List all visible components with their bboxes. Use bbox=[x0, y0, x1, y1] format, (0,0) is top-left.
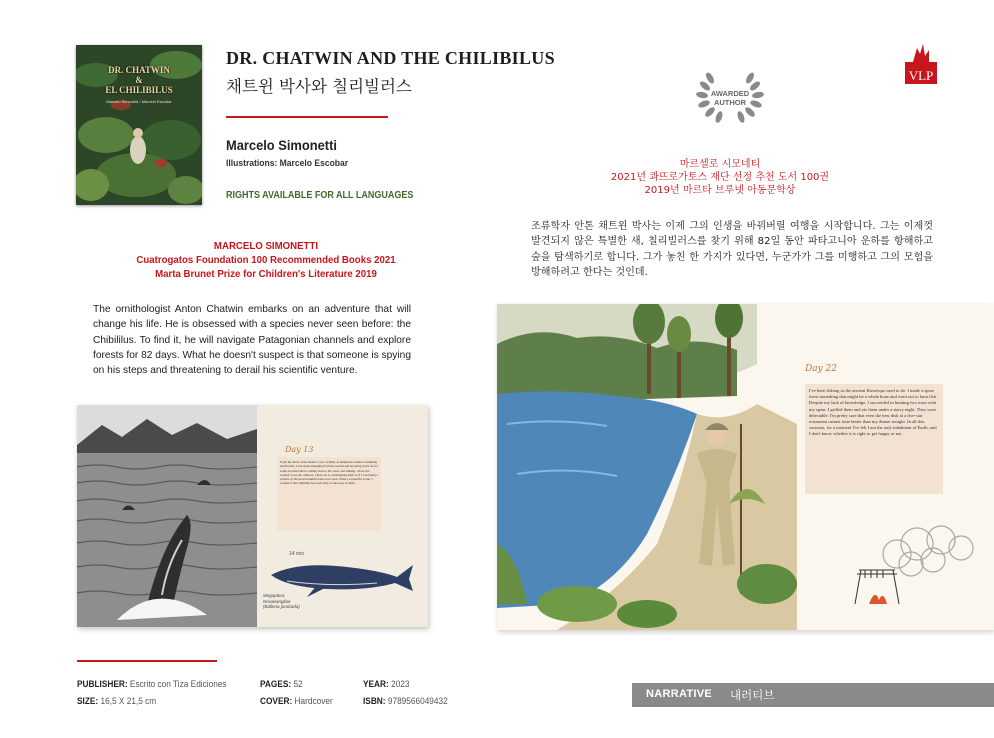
publisher-value: Escrito con Tiza Ediciones bbox=[129, 679, 227, 689]
cover-authors: Marcelo Simonetti / Marcelo Escobar bbox=[106, 99, 172, 104]
vlp-logo-icon bbox=[903, 42, 939, 86]
award-line-1-ko: 2021년 콰뜨로가토스 재단 선정 추천 도서 100권 bbox=[610, 172, 830, 183]
badge-line-2: AUTHOR bbox=[713, 98, 747, 107]
badge-line-1: AWARDED bbox=[710, 89, 750, 98]
footer-divider bbox=[77, 660, 217, 662]
publisher-logo bbox=[903, 42, 939, 86]
diary-title-day-13: Day 13 bbox=[285, 445, 314, 454]
whale-length-label: 14 mts bbox=[289, 551, 305, 557]
size-label: SIZE: bbox=[77, 696, 99, 706]
meta-isbn bbox=[363, 696, 448, 706]
meta-pages bbox=[260, 679, 303, 689]
genre-band bbox=[632, 683, 994, 707]
pages-label: PAGES: bbox=[260, 679, 292, 689]
cover-title-line-3: EL CHILIBILUS bbox=[105, 85, 173, 95]
book-title-korean: 채트윈 박사와 칠리빌러스 bbox=[226, 77, 412, 96]
publisher-label: PUBLISHER: bbox=[77, 679, 128, 689]
awarded-author-badge bbox=[692, 66, 768, 124]
meta-publisher bbox=[77, 679, 227, 689]
description-english: The ornithologist Anton Chatwin embarks on an adventure that will change his life. He is obsessed with a species never seen before: the Chibililus. To find it, he will navigate Patagonian channels and explore forests for 82 days. What he doesn't suspect is that someone is spying on his steps and threatening to derail his scientific venture. bbox=[93, 304, 411, 377]
genre-label: NARRATIVE bbox=[646, 688, 713, 700]
description-korean: 조류학자 안톤 채트윈 박사는 이제 그의 인생을 바꿔버릴 여행을 시작합니다. 그는 이제껏 발견되지 않은 특별한 새, 칠리빌러스를 찾기 위해 82일 동안 파타고니아 운하를 항해하고 숲을 탐색하기로 합니다. 그가 놓친 한 가지가 있다면, 누군가가 그를 미행하고 그의 모험을 방해하려고 한다는 것인데. bbox=[531, 221, 933, 278]
cover-label: COVER: bbox=[260, 696, 293, 706]
award-author-line: MARCELO SIMONETTI bbox=[213, 240, 319, 252]
campfire-smoke-drawing bbox=[837, 504, 987, 614]
awards-english bbox=[91, 239, 441, 281]
award-author-line-ko: 마르셀로 시모네티 bbox=[679, 159, 761, 170]
pages-value: 52 bbox=[293, 679, 303, 689]
meta-year bbox=[363, 679, 410, 689]
year-value: 2023 bbox=[391, 679, 410, 689]
size-value: 16,5 X 21,5 cm bbox=[100, 696, 157, 706]
diary-entry-day-13: From the shore of the island, I saw a family of humpback whales swimming northwards. I saw them emerging from the seabed and hovering in the air for some seconds before coming back to the water and sinking. I have not wanted to see the cameras. I have set to contemplate them as if I was being a witness of the most beautiful ballet ever seen. What a wonderful scene. I wonder if the Chilibilus has been able to take note of them. bbox=[277, 457, 381, 531]
whale-species-caption: Megaptera Novaeangliae (Ballena jorobada) bbox=[263, 593, 300, 609]
year-label: YEAR: bbox=[363, 679, 389, 689]
book-cover-image bbox=[76, 45, 202, 205]
river-explorer-illustration bbox=[497, 304, 797, 630]
logo-text: VLP bbox=[908, 68, 934, 83]
illustrator-credit: Illustrations: Marcelo Escobar bbox=[226, 158, 349, 169]
interior-spread-river bbox=[497, 304, 994, 630]
rights-availability: RIGHTS AVAILABLE FOR ALL LANGUAGES bbox=[226, 190, 414, 201]
isbn-value: 9789566049432 bbox=[387, 696, 448, 706]
diary-entry-day-22: I've been fishing as the ancient Kawesqar used to do. I made a spear from something that might be a whale bone and went out to hunt fish. Despite my lack of knowledge, I succeeded in hunting two trout with my spear. I grilled them and ate them under a starry night. They were delectable. I'm pretty sure that even the best dish at a five-star restaurant cannot taste better than my dinner tonight. In all this vastness, for a moment I've felt I am the only inhabitant of Earth, and I don't know whether it is right to get happy or not. bbox=[805, 384, 943, 494]
award-line-2-ko: 2019년 마르타 브루넷 아동문학상 bbox=[644, 185, 796, 196]
meta-cover bbox=[260, 696, 333, 706]
isbn-label: ISBN: bbox=[363, 696, 386, 706]
cover-value: Hardcover bbox=[294, 696, 333, 706]
title-divider bbox=[226, 116, 388, 118]
genre-label-korean: 내러티브 bbox=[730, 688, 775, 702]
meta-size bbox=[77, 696, 156, 706]
diary-title-day-22: Day 22 bbox=[805, 364, 837, 374]
book-title-english: DR. CHATWIN AND THE CHILIBILUS bbox=[226, 48, 555, 68]
humpback-whale-drawing bbox=[267, 555, 417, 597]
cover-title-line-2: & bbox=[135, 75, 143, 85]
author-name: Marcelo Simonetti bbox=[226, 137, 337, 153]
interior-spread-whales bbox=[77, 405, 428, 627]
cover-title-line-1: DR. CHATWIN bbox=[108, 65, 170, 75]
award-line-2: Marta Brunet Prize for Children's Literature 2019 bbox=[155, 268, 377, 280]
award-line-1: Cuatrogatos Foundation 100 Recommended Books 2021 bbox=[136, 254, 396, 266]
whale-sea-illustration bbox=[77, 405, 257, 627]
awards-korean bbox=[520, 158, 920, 197]
